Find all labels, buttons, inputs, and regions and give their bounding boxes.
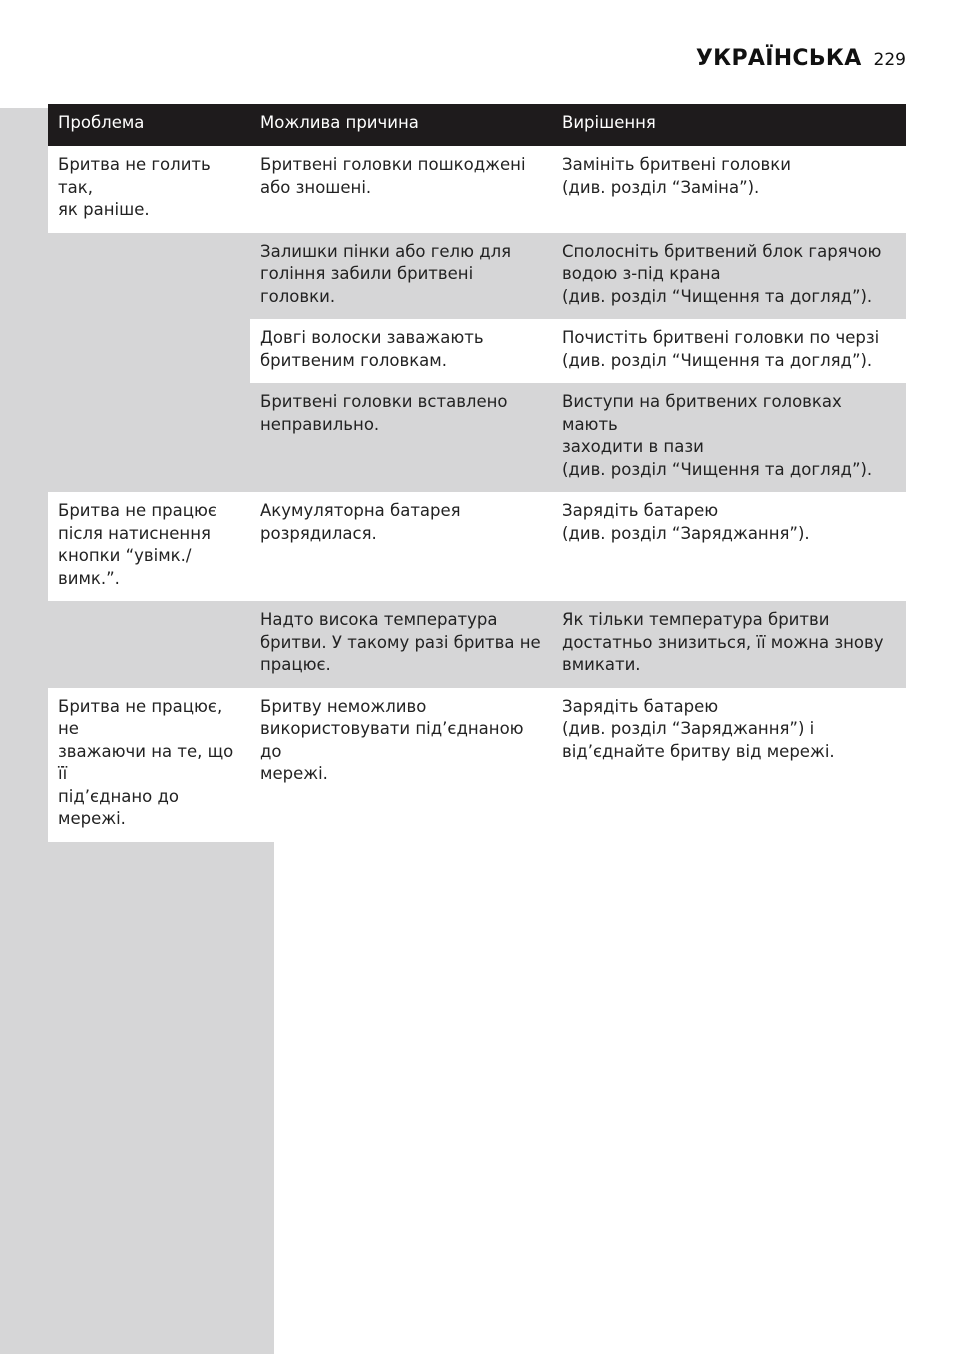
solution-text-line: (див. розділ “Заряджання”) і	[562, 719, 815, 738]
solution-text-line: Виступи на бритвених головках мають	[562, 392, 842, 434]
problem-text-line: як раніше.	[58, 200, 150, 219]
solution-text-line: Зарядіть батарею	[562, 501, 719, 520]
table-header-row	[48, 104, 906, 146]
cause-text-line: Надто висока температура	[260, 610, 498, 629]
solution-text-line: Замініть бритвені головки	[562, 155, 791, 174]
cause-text-line: працює.	[260, 655, 331, 674]
column-header-cause: Можлива причина	[250, 104, 552, 146]
problem-cell	[48, 492, 250, 601]
cause-text-line: Бритву неможливо	[260, 696, 427, 716]
solution-cell	[552, 601, 906, 688]
cause-text-line: Залишки пінки або гелю для	[260, 241, 512, 261]
problem-text-line: Бритва не працює	[58, 501, 217, 520]
cause-text-line: гоління забили бритвені головки.	[260, 264, 474, 306]
column-header-solution: Вирішення	[552, 104, 906, 146]
solution-cell	[552, 383, 906, 492]
cause-cell	[250, 383, 552, 492]
cause-text-line: бритвеним головкам.	[260, 350, 447, 370]
solution-text-line: водою з-під крана	[562, 264, 721, 283]
cause-cell	[250, 146, 552, 233]
column-header-problem: Проблема	[48, 104, 250, 146]
table-row	[48, 233, 906, 320]
table-row	[48, 601, 906, 688]
problem-cell	[48, 233, 250, 320]
solution-text-line: Як тільки температура бритви	[562, 610, 830, 629]
solution-cell	[552, 492, 906, 601]
solution-text-line: (див. розділ “Заряджання”).	[562, 523, 810, 543]
cause-text-line: Бритвені головки вставлено	[260, 392, 508, 411]
problem-text-line: Бритва не працює, не	[58, 696, 223, 738]
solution-cell	[552, 233, 906, 320]
solution-text-line: (див. розділ “Чищення та догляд”).	[562, 286, 873, 306]
solution-text-line: вмикати.	[562, 655, 641, 674]
table-row	[48, 146, 906, 233]
solution-text-line: достатньо знизиться, її можна знову	[562, 632, 884, 652]
page-number: 229	[873, 50, 906, 70]
problem-cell	[48, 319, 250, 383]
cause-text-line: неправильно.	[260, 414, 380, 434]
problem-text-line: Бритва не голить так,	[58, 155, 211, 197]
solution-text-line: (див. розділ “Чищення та догляд”).	[562, 350, 873, 370]
problem-cell	[48, 146, 250, 233]
cause-cell	[250, 319, 552, 383]
cause-cell	[250, 601, 552, 688]
solution-cell	[552, 146, 906, 233]
solution-text-line: (див. розділ “Заміна”).	[562, 177, 760, 197]
problem-text-line: під’єднано до мережі.	[58, 786, 180, 828]
page-header	[696, 46, 906, 71]
problem-cell	[48, 688, 250, 842]
troubleshooting-table	[48, 104, 906, 842]
cause-text-line: бритви. У такому разі бритва не	[260, 632, 541, 652]
problem-text-line: кнопки “увімк./вимк.”.	[58, 546, 192, 588]
cause-cell	[250, 688, 552, 842]
solution-text-line: Сполосніть бритвений блок гарячою	[562, 241, 882, 261]
cause-text-line: розрядилася.	[260, 523, 377, 543]
cause-text-line: використовувати під’єднаною до	[260, 719, 524, 761]
cause-text-line: або зношені.	[260, 177, 372, 197]
table-row	[48, 383, 906, 492]
solution-text-line: від’єднайте бритву від мережі.	[562, 741, 835, 761]
solution-text-line: (див. розділ “Чищення та догляд”).	[562, 459, 873, 479]
language-title: УКРАЇНСЬКА	[695, 46, 862, 71]
cause-cell	[250, 492, 552, 601]
problem-text-line: після натиснення	[58, 523, 211, 543]
solution-cell	[552, 319, 906, 383]
table-body	[48, 146, 906, 842]
cause-text-line: Акумуляторна батарея	[260, 501, 461, 520]
cause-text-line: Бритвені головки пошкоджені	[260, 155, 526, 174]
cause-text-line: мережі.	[260, 764, 328, 783]
problem-cell	[48, 601, 250, 688]
problem-cell	[48, 383, 250, 492]
cause-text-line: Довгі волоски заважають	[260, 328, 484, 347]
table-row	[48, 319, 906, 383]
solution-text-line: заходити в пази	[562, 437, 704, 456]
solution-cell	[552, 688, 906, 842]
table-row	[48, 688, 906, 842]
problem-text-line: зважаючи на те, що її	[58, 741, 234, 783]
solution-text-line: Почистіть бритвені головки по черзі	[562, 328, 880, 347]
cause-cell	[250, 233, 552, 320]
solution-text-line: Зарядіть батарею	[562, 696, 719, 716]
table-row	[48, 492, 906, 601]
